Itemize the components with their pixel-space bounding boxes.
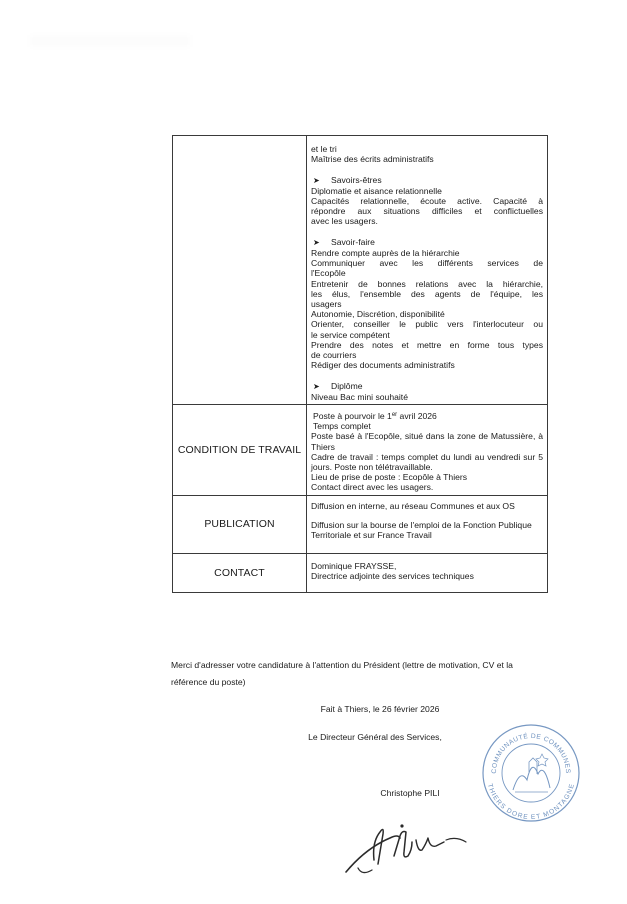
diplome-heading	[313, 381, 543, 392]
stamp-text-bottom: THIERS DORE ET MONTAGNE	[485, 782, 577, 822]
savoir-etre-line: avec les usagers.	[311, 216, 378, 227]
application-line: Merci d'adresser votre candidature à l'attention du Président (lettre de motivation, CV et la	[171, 660, 513, 670]
condition-line: jours. Poste non télétravaillable.	[311, 462, 433, 473]
savoir-etre-line: Diplomatie et aisance relationnelle	[311, 185, 442, 196]
savoir-faire-line: Orienter, conseiller le public vers l'interlocuteur ou	[311, 319, 543, 330]
skills-label-cell	[173, 136, 307, 405]
publication-content-cell	[307, 495, 548, 553]
signatory-title: Le Directeur Général des Services,	[308, 732, 442, 742]
contact-name: Dominique FRAYSSE,	[311, 560, 397, 571]
stamp-text-top: COMMUNAUTÉ DE COMMUNES	[490, 732, 572, 774]
signatory-name: Christophe PILI	[380, 788, 440, 798]
savoir-faire-line: de courriers	[311, 350, 357, 361]
condition-start-text-end: avril 2026	[397, 411, 437, 422]
condition-line	[311, 411, 543, 421]
savoir-faire-line: Rédiger des documents administratifs	[311, 360, 455, 371]
savoir-faire-heading	[313, 237, 543, 248]
handwritten-signature	[338, 812, 478, 884]
savoir-etre-line: Capacités relationnelle, écoute active. Capacité à	[311, 196, 543, 206]
savoir-faire-line: Communiquer avec les différents services de	[311, 258, 543, 269]
savoir-faire-title: Savoir-faire	[331, 236, 375, 247]
savoir-etre-title: Savoirs-êtres	[331, 174, 382, 185]
condition-row	[173, 405, 548, 496]
condition-line: Cadre de travail : temps complet du lundi au vendredi sur 5	[311, 451, 543, 462]
savoir-faire-line: l'Ecopôle	[311, 268, 346, 279]
publication-line: Diffusion sur la bourse de l'emploi de la Fonction Publique	[311, 519, 532, 530]
condition-line: Thiers	[311, 441, 335, 452]
condition-label: CONDITION DE TRAVAIL	[173, 405, 307, 496]
condition-line: Lieu de prise de poste : Ecopôle à Thiers	[311, 472, 468, 483]
skills-content-cell	[307, 136, 548, 405]
arrow-bullet-icon: ➤	[313, 175, 320, 185]
contact-role: Directrice adjointe des services techniques	[311, 570, 474, 581]
savoir-faire-line: Prendre des notes et mettre en forme tous types	[311, 339, 543, 350]
condition-line: Contact direct avec les usagers.	[311, 482, 434, 493]
publication-row	[173, 495, 548, 553]
condition-line: Temps complet	[313, 421, 371, 432]
savoir-etre-line: répondre aux situations difficiles et conflictuelles	[311, 206, 543, 217]
contact-label: CONTACT	[173, 553, 307, 592]
savoir-faire-line: les élus, l'ensemble des agents de l'équipe, les	[311, 288, 543, 299]
condition-content-cell	[307, 405, 548, 496]
skills-intro-line: et le tri	[311, 144, 337, 154]
application-instructions	[171, 657, 571, 691]
savoir-faire-line: Entretenir de bonnes relations avec la hiérarchie,	[311, 278, 543, 289]
savoir-faire-line: Autonomie, Discrétion, disponibilité	[311, 309, 445, 320]
savoir-etre-heading	[313, 175, 543, 186]
official-stamp	[480, 722, 582, 824]
diplome-title: Diplôme	[331, 380, 363, 391]
condition-line: Poste basé à l'Ecopôle, situé dans la zone de Matussière, à	[311, 431, 543, 442]
job-offer-table	[172, 135, 548, 593]
arrow-bullet-icon: ➤	[313, 381, 320, 391]
arrow-bullet-icon: ➤	[313, 237, 320, 247]
skills-row	[173, 136, 548, 405]
condition-start-sup: er	[391, 412, 398, 419]
place-date: Fait à Thiers, le 26 février 2026	[320, 704, 440, 714]
savoir-faire-line: Rendre compte auprès de la hiérarchie	[311, 248, 460, 258]
publication-label: PUBLICATION	[173, 495, 307, 553]
savoir-faire-line: usagers	[311, 299, 342, 310]
savoir-faire-line: le service compétent	[311, 329, 390, 340]
publication-line: Diffusion en interne, au réseau Communes et aux OS	[311, 500, 515, 511]
skills-intro-line: Maîtrise des écrits administratifs	[311, 154, 434, 165]
application-line: référence du poste)	[171, 677, 246, 687]
contact-row	[173, 553, 548, 592]
publication-line: Territoriale et sur France Travail	[311, 530, 432, 541]
diplome-line: Niveau Bac mini souhaité	[311, 391, 408, 402]
contact-content-cell	[307, 553, 548, 592]
condition-start-text: Poste à pourvoir le 1	[313, 411, 392, 422]
